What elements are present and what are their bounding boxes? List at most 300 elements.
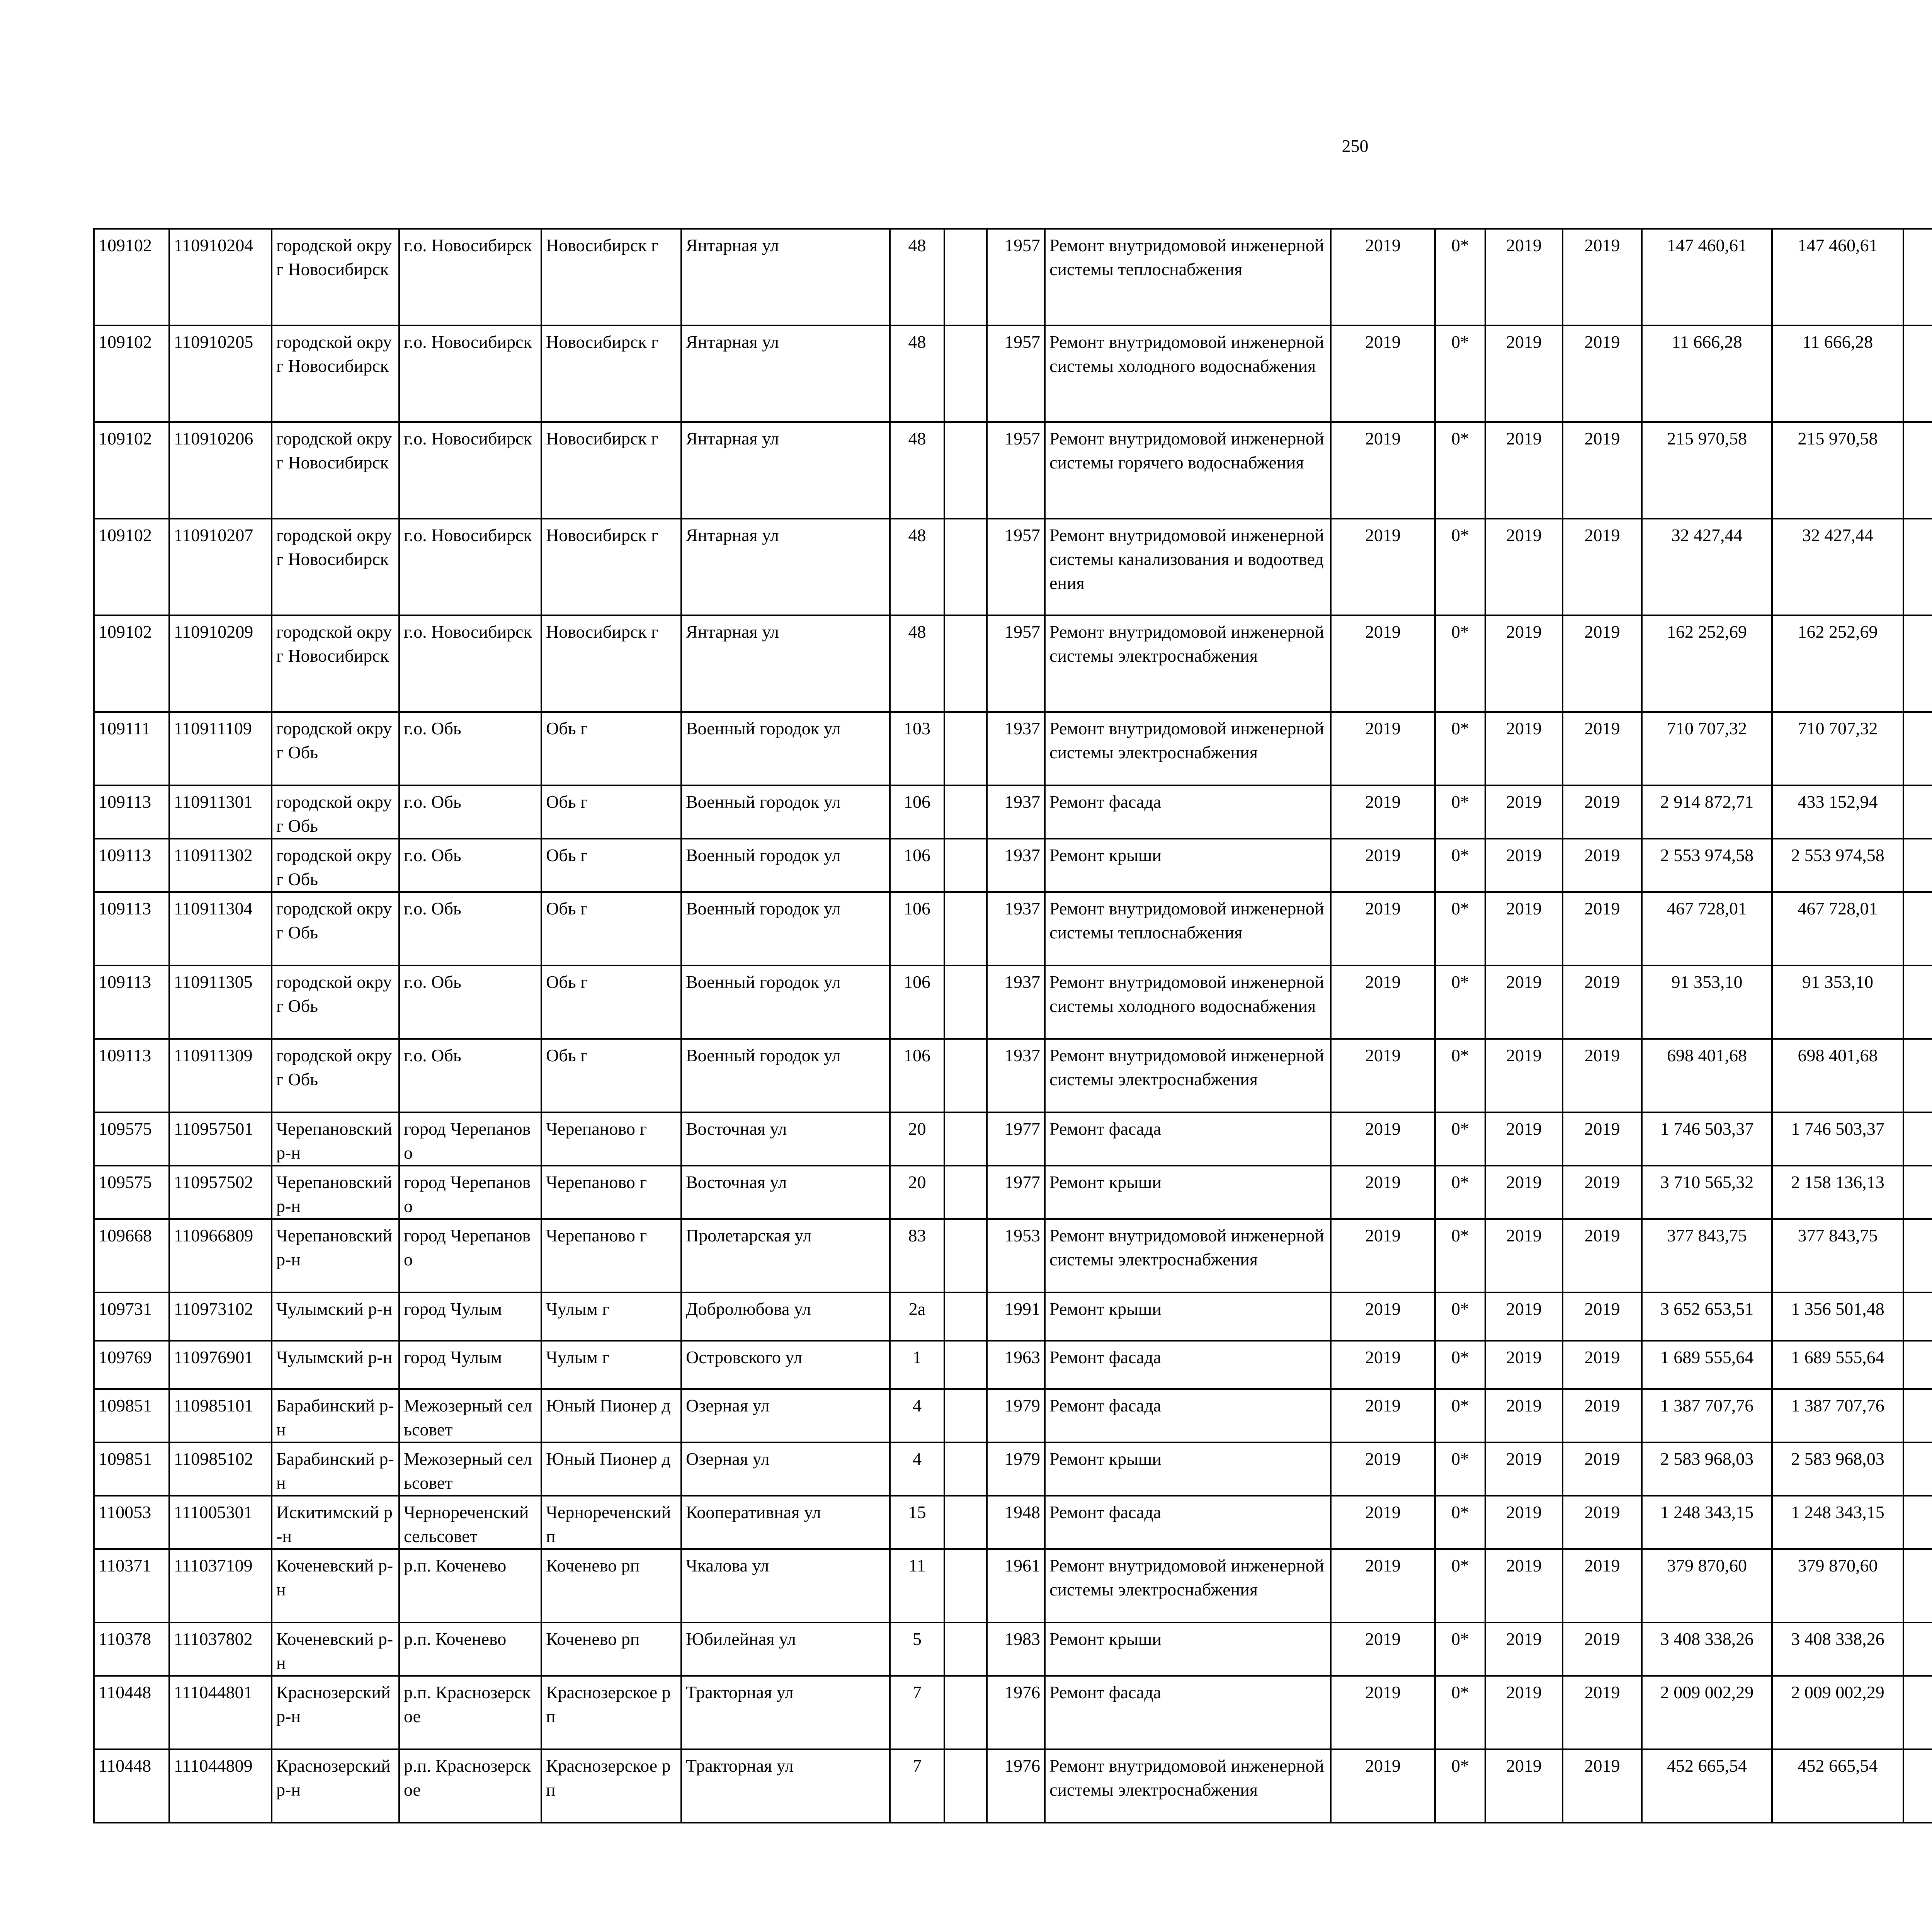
cell-building-id: 109575 bbox=[94, 1112, 169, 1166]
cell-settlement: Коченево рп bbox=[541, 1549, 681, 1622]
cell-total-cost: 467 728,01 bbox=[1642, 892, 1772, 965]
cell-municipal-district: Барабинский р-н bbox=[272, 1389, 399, 1442]
cell-street: Тракторная ул bbox=[681, 1676, 890, 1749]
cell-build-year: 1983 bbox=[987, 1622, 1045, 1676]
cell-plan-year: 2019 bbox=[1331, 712, 1435, 785]
cell-settlement: Юный Пионер д bbox=[541, 1442, 681, 1496]
cell-settlement: Черепаново г bbox=[541, 1219, 681, 1292]
cell-work-id: 110910204 bbox=[169, 229, 272, 325]
cell-municipal-district: Черепановский р-н bbox=[272, 1166, 399, 1219]
cell-total-cost: 32 427,44 bbox=[1642, 519, 1772, 615]
cell-build-year: 1976 bbox=[987, 1749, 1045, 1823]
cell-end-year: 2019 bbox=[1563, 1549, 1642, 1622]
cell-municipal-district: городской округ Новосибирск bbox=[272, 519, 399, 615]
cell-work-id: 110966809 bbox=[169, 1219, 272, 1292]
cell-building-letter bbox=[944, 1496, 987, 1549]
cell-street: Пролетарская ул bbox=[681, 1219, 890, 1292]
cell-fund-cost: 379 870,60 bbox=[1772, 1549, 1903, 1622]
cell-build-year: 1937 bbox=[987, 965, 1045, 1039]
cell-extra-col-17 bbox=[1903, 1622, 1932, 1676]
cell-build-year: 1937 bbox=[987, 712, 1045, 785]
cell-work-type: Ремонт фасада bbox=[1045, 785, 1331, 839]
cell-house-number: 103 bbox=[890, 712, 944, 785]
cell-street: Янтарная ул bbox=[681, 615, 890, 712]
cell-house-number: 20 bbox=[890, 1166, 944, 1219]
cell-work-id: 111037802 bbox=[169, 1622, 272, 1676]
cell-work-id: 110976901 bbox=[169, 1341, 272, 1389]
cell-house-number: 7 bbox=[890, 1749, 944, 1823]
cell-start-year: 2019 bbox=[1485, 1749, 1563, 1823]
cell-plan-year: 2019 bbox=[1331, 519, 1435, 615]
cell-work-id: 110910205 bbox=[169, 325, 272, 422]
cell-extra-col-17 bbox=[1903, 712, 1932, 785]
table-row bbox=[94, 1112, 1932, 1166]
cell-end-year: 2019 bbox=[1563, 839, 1642, 892]
cell-municipal-district: Барабинский р-н bbox=[272, 1442, 399, 1496]
cell-extra-col-17 bbox=[1903, 1292, 1932, 1341]
cell-municipal-district: городской округ Обь bbox=[272, 965, 399, 1039]
cell-build-year: 1937 bbox=[987, 839, 1045, 892]
table-row bbox=[94, 965, 1932, 1039]
cell-municipal-district: городской округ Новосибирск bbox=[272, 229, 399, 325]
cell-flag: 0* bbox=[1435, 1442, 1485, 1496]
cell-house-number: 106 bbox=[890, 1039, 944, 1112]
cell-street: Озерная ул bbox=[681, 1389, 890, 1442]
cell-flag: 0* bbox=[1435, 1389, 1485, 1442]
cell-house-number: 106 bbox=[890, 785, 944, 839]
cell-end-year: 2019 bbox=[1563, 1442, 1642, 1496]
cell-plan-year: 2019 bbox=[1331, 965, 1435, 1039]
table-row bbox=[94, 839, 1932, 892]
cell-build-year: 1953 bbox=[987, 1219, 1045, 1292]
cell-flag: 0* bbox=[1435, 1496, 1485, 1549]
cell-work-type: Ремонт внутридомовой инженерной системы электроснабжения bbox=[1045, 1549, 1331, 1622]
table-row bbox=[94, 892, 1932, 965]
cell-total-cost: 2 583 968,03 bbox=[1642, 1442, 1772, 1496]
cell-house-number: 48 bbox=[890, 325, 944, 422]
cell-settlement: Обь г bbox=[541, 1039, 681, 1112]
cell-municipality: г.о. Новосибирск bbox=[399, 615, 541, 712]
cell-building-letter bbox=[944, 839, 987, 892]
cell-fund-cost: 1 356 501,48 bbox=[1772, 1292, 1903, 1341]
cell-fund-cost: 433 152,94 bbox=[1772, 785, 1903, 839]
cell-settlement: Обь г bbox=[541, 712, 681, 785]
cell-settlement: Новосибирск г bbox=[541, 422, 681, 519]
cell-flag: 0* bbox=[1435, 839, 1485, 892]
cell-house-number: 83 bbox=[890, 1219, 944, 1292]
cell-end-year: 2019 bbox=[1563, 1496, 1642, 1549]
cell-municipality: г.о. Обь bbox=[399, 965, 541, 1039]
cell-end-year: 2019 bbox=[1563, 1166, 1642, 1219]
cell-end-year: 2019 bbox=[1563, 422, 1642, 519]
cell-plan-year: 2019 bbox=[1331, 615, 1435, 712]
cell-settlement: Чулым г bbox=[541, 1341, 681, 1389]
cell-flag: 0* bbox=[1435, 1039, 1485, 1112]
cell-building-id: 109102 bbox=[94, 422, 169, 519]
cell-house-number: 7 bbox=[890, 1676, 944, 1749]
cell-work-type: Ремонт внутридомовой инженерной системы теплоснабжения bbox=[1045, 229, 1331, 325]
table-row bbox=[94, 1219, 1932, 1292]
cell-start-year: 2019 bbox=[1485, 1039, 1563, 1112]
cell-build-year: 1977 bbox=[987, 1166, 1045, 1219]
cell-work-type: Ремонт крыши bbox=[1045, 1166, 1331, 1219]
cell-municipality: р.п. Краснозерское bbox=[399, 1749, 541, 1823]
cell-flag: 0* bbox=[1435, 615, 1485, 712]
cell-end-year: 2019 bbox=[1563, 1749, 1642, 1823]
cell-building-letter bbox=[944, 1442, 987, 1496]
cell-building-letter bbox=[944, 965, 987, 1039]
cell-building-letter bbox=[944, 1749, 987, 1823]
cell-building-id: 109111 bbox=[94, 712, 169, 785]
cell-building-id: 109113 bbox=[94, 892, 169, 965]
cell-building-letter bbox=[944, 892, 987, 965]
page-number: 250 bbox=[1342, 136, 1369, 156]
table-row bbox=[94, 422, 1932, 519]
cell-house-number: 20 bbox=[890, 1112, 944, 1166]
cell-building-id: 109851 bbox=[94, 1442, 169, 1496]
cell-fund-cost: 1 248 343,15 bbox=[1772, 1496, 1903, 1549]
cell-municipality: р.п. Краснозерское bbox=[399, 1676, 541, 1749]
cell-municipality: Чернореченский сельсовет bbox=[399, 1496, 541, 1549]
table-row bbox=[94, 1292, 1932, 1341]
cell-start-year: 2019 bbox=[1485, 229, 1563, 325]
cell-start-year: 2019 bbox=[1485, 1622, 1563, 1676]
cell-street: Озерная ул bbox=[681, 1442, 890, 1496]
cell-municipality: г.о. Обь bbox=[399, 785, 541, 839]
cell-work-type: Ремонт крыши bbox=[1045, 1442, 1331, 1496]
cell-settlement: Юный Пионер д bbox=[541, 1389, 681, 1442]
cell-work-type: Ремонт внутридомовой инженерной системы электроснабжения bbox=[1045, 712, 1331, 785]
cell-fund-cost: 162 252,69 bbox=[1772, 615, 1903, 712]
cell-start-year: 2019 bbox=[1485, 1112, 1563, 1166]
table-row bbox=[94, 1389, 1932, 1442]
cell-end-year: 2019 bbox=[1563, 1219, 1642, 1292]
cell-street: Восточная ул bbox=[681, 1112, 890, 1166]
cell-work-type: Ремонт крыши bbox=[1045, 1622, 1331, 1676]
cell-work-type: Ремонт внутридомовой инженерной системы электроснабжения bbox=[1045, 1749, 1331, 1823]
cell-end-year: 2019 bbox=[1563, 892, 1642, 965]
cell-total-cost: 11 666,28 bbox=[1642, 325, 1772, 422]
cell-fund-cost: 2 158 136,13 bbox=[1772, 1166, 1903, 1219]
repair-register-table bbox=[93, 228, 1932, 1823]
cell-total-cost: 710 707,32 bbox=[1642, 712, 1772, 785]
cell-end-year: 2019 bbox=[1563, 325, 1642, 422]
cell-flag: 0* bbox=[1435, 1341, 1485, 1389]
cell-building-id: 109113 bbox=[94, 785, 169, 839]
cell-extra-col-17 bbox=[1903, 1549, 1932, 1622]
cell-building-letter bbox=[944, 1622, 987, 1676]
cell-municipality: р.п. Коченево bbox=[399, 1549, 541, 1622]
cell-work-type: Ремонт крыши bbox=[1045, 1292, 1331, 1341]
cell-plan-year: 2019 bbox=[1331, 1676, 1435, 1749]
cell-work-id: 110911304 bbox=[169, 892, 272, 965]
cell-building-letter bbox=[944, 1549, 987, 1622]
cell-extra-col-17 bbox=[1903, 1166, 1932, 1219]
cell-municipality: г.о. Новосибирск bbox=[399, 229, 541, 325]
cell-building-id: 109102 bbox=[94, 519, 169, 615]
cell-municipality: г.о. Обь bbox=[399, 712, 541, 785]
cell-house-number: 2а bbox=[890, 1292, 944, 1341]
table-row bbox=[94, 785, 1932, 839]
cell-end-year: 2019 bbox=[1563, 712, 1642, 785]
cell-start-year: 2019 bbox=[1485, 1676, 1563, 1749]
cell-end-year: 2019 bbox=[1563, 519, 1642, 615]
cell-extra-col-17 bbox=[1903, 615, 1932, 712]
cell-building-id: 109731 bbox=[94, 1292, 169, 1341]
cell-work-type: Ремонт внутридомовой инженерной системы холодного водоснабжения bbox=[1045, 965, 1331, 1039]
cell-extra-col-17 bbox=[1903, 422, 1932, 519]
table-row bbox=[94, 1166, 1932, 1219]
cell-work-type: Ремонт внутридомовой инженерной системы канализования и водоотведения bbox=[1045, 519, 1331, 615]
cell-plan-year: 2019 bbox=[1331, 1039, 1435, 1112]
table-row bbox=[94, 1039, 1932, 1112]
cell-settlement: Коченево рп bbox=[541, 1622, 681, 1676]
cell-municipal-district: Краснозерский р-н bbox=[272, 1749, 399, 1823]
cell-street: Тракторная ул bbox=[681, 1749, 890, 1823]
cell-plan-year: 2019 bbox=[1331, 422, 1435, 519]
cell-work-id: 111044801 bbox=[169, 1676, 272, 1749]
cell-settlement: Чулым г bbox=[541, 1292, 681, 1341]
cell-work-type: Ремонт внутридомовой инженерной системы холодного водоснабжения bbox=[1045, 325, 1331, 422]
cell-building-id: 109113 bbox=[94, 965, 169, 1039]
cell-build-year: 1957 bbox=[987, 229, 1045, 325]
cell-plan-year: 2019 bbox=[1331, 892, 1435, 965]
cell-start-year: 2019 bbox=[1485, 965, 1563, 1039]
cell-municipal-district: городской округ Новосибирск bbox=[272, 325, 399, 422]
cell-work-id: 110911309 bbox=[169, 1039, 272, 1112]
cell-street: Чкалова ул bbox=[681, 1549, 890, 1622]
cell-fund-cost: 1 746 503,37 bbox=[1772, 1112, 1903, 1166]
cell-plan-year: 2019 bbox=[1331, 1496, 1435, 1549]
cell-total-cost: 379 870,60 bbox=[1642, 1549, 1772, 1622]
cell-work-id: 110911109 bbox=[169, 712, 272, 785]
cell-building-letter bbox=[944, 615, 987, 712]
cell-build-year: 1963 bbox=[987, 1341, 1045, 1389]
cell-flag: 0* bbox=[1435, 1219, 1485, 1292]
cell-building-letter bbox=[944, 785, 987, 839]
cell-work-id: 110910207 bbox=[169, 519, 272, 615]
cell-work-type: Ремонт крыши bbox=[1045, 839, 1331, 892]
cell-municipality: г.о. Обь bbox=[399, 1039, 541, 1112]
cell-work-id: 110911302 bbox=[169, 839, 272, 892]
cell-extra-col-17 bbox=[1903, 229, 1932, 325]
cell-house-number: 4 bbox=[890, 1442, 944, 1496]
cell-extra-col-17 bbox=[1903, 839, 1932, 892]
cell-settlement: Чернореченский п bbox=[541, 1496, 681, 1549]
cell-building-letter bbox=[944, 712, 987, 785]
cell-build-year: 1991 bbox=[987, 1292, 1045, 1341]
cell-building-id: 109769 bbox=[94, 1341, 169, 1389]
table-row bbox=[94, 1341, 1932, 1389]
cell-work-id: 110957502 bbox=[169, 1166, 272, 1219]
cell-building-letter bbox=[944, 325, 987, 422]
cell-municipality: город Черепаново bbox=[399, 1166, 541, 1219]
cell-flag: 0* bbox=[1435, 519, 1485, 615]
cell-work-type: Ремонт фасада bbox=[1045, 1112, 1331, 1166]
cell-fund-cost: 452 665,54 bbox=[1772, 1749, 1903, 1823]
cell-fund-cost: 2 553 974,58 bbox=[1772, 839, 1903, 892]
cell-flag: 0* bbox=[1435, 1166, 1485, 1219]
cell-fund-cost: 32 427,44 bbox=[1772, 519, 1903, 615]
cell-start-year: 2019 bbox=[1485, 785, 1563, 839]
cell-fund-cost: 698 401,68 bbox=[1772, 1039, 1903, 1112]
cell-plan-year: 2019 bbox=[1331, 229, 1435, 325]
cell-end-year: 2019 bbox=[1563, 1622, 1642, 1676]
cell-work-id: 110985102 bbox=[169, 1442, 272, 1496]
table-row bbox=[94, 712, 1932, 785]
cell-municipal-district: Краснозерский р-н bbox=[272, 1676, 399, 1749]
cell-total-cost: 698 401,68 bbox=[1642, 1039, 1772, 1112]
cell-building-id: 109113 bbox=[94, 839, 169, 892]
cell-settlement: Обь г bbox=[541, 785, 681, 839]
cell-end-year: 2019 bbox=[1563, 1341, 1642, 1389]
cell-extra-col-17 bbox=[1903, 1219, 1932, 1292]
cell-start-year: 2019 bbox=[1485, 712, 1563, 785]
cell-start-year: 2019 bbox=[1485, 839, 1563, 892]
cell-extra-col-17 bbox=[1903, 1442, 1932, 1496]
cell-plan-year: 2019 bbox=[1331, 325, 1435, 422]
cell-municipal-district: Коченевский р-н bbox=[272, 1549, 399, 1622]
cell-street: Военный городок ул bbox=[681, 785, 890, 839]
cell-fund-cost: 147 460,61 bbox=[1772, 229, 1903, 325]
cell-work-type: Ремонт внутридомовой инженерной системы электроснабжения bbox=[1045, 1039, 1331, 1112]
cell-start-year: 2019 bbox=[1485, 422, 1563, 519]
cell-municipal-district: Искитимский р-н bbox=[272, 1496, 399, 1549]
cell-start-year: 2019 bbox=[1485, 1389, 1563, 1442]
cell-total-cost: 3 408 338,26 bbox=[1642, 1622, 1772, 1676]
cell-building-id: 110053 bbox=[94, 1496, 169, 1549]
cell-municipal-district: Коченевский р-н bbox=[272, 1622, 399, 1676]
cell-work-type: Ремонт фасада bbox=[1045, 1341, 1331, 1389]
cell-total-cost: 2 553 974,58 bbox=[1642, 839, 1772, 892]
cell-settlement: Новосибирск г bbox=[541, 519, 681, 615]
cell-fund-cost: 2 583 968,03 bbox=[1772, 1442, 1903, 1496]
cell-build-year: 1957 bbox=[987, 615, 1045, 712]
cell-building-letter bbox=[944, 1676, 987, 1749]
cell-settlement: Новосибирск г bbox=[541, 229, 681, 325]
cell-municipality: г.о. Обь bbox=[399, 892, 541, 965]
cell-building-id: 109113 bbox=[94, 1039, 169, 1112]
cell-end-year: 2019 bbox=[1563, 785, 1642, 839]
cell-house-number: 1 bbox=[890, 1341, 944, 1389]
cell-building-letter bbox=[944, 519, 987, 615]
cell-house-number: 48 bbox=[890, 422, 944, 519]
cell-plan-year: 2019 bbox=[1331, 1112, 1435, 1166]
cell-building-id: 110378 bbox=[94, 1622, 169, 1676]
cell-plan-year: 2019 bbox=[1331, 1292, 1435, 1341]
cell-end-year: 2019 bbox=[1563, 615, 1642, 712]
cell-plan-year: 2019 bbox=[1331, 1219, 1435, 1292]
cell-build-year: 1948 bbox=[987, 1496, 1045, 1549]
cell-municipal-district: Чулымский р-н bbox=[272, 1341, 399, 1389]
cell-flag: 0* bbox=[1435, 1676, 1485, 1749]
cell-municipal-district: городской округ Обь bbox=[272, 785, 399, 839]
cell-extra-col-17 bbox=[1903, 1749, 1932, 1823]
cell-total-cost: 1 689 555,64 bbox=[1642, 1341, 1772, 1389]
cell-work-type: Ремонт фасада bbox=[1045, 1389, 1331, 1442]
cell-start-year: 2019 bbox=[1485, 1442, 1563, 1496]
cell-plan-year: 2019 bbox=[1331, 1341, 1435, 1389]
cell-settlement: Обь г bbox=[541, 892, 681, 965]
cell-start-year: 2019 bbox=[1485, 892, 1563, 965]
cell-end-year: 2019 bbox=[1563, 1292, 1642, 1341]
table-row bbox=[94, 1496, 1932, 1549]
cell-settlement: Новосибирск г bbox=[541, 325, 681, 422]
cell-build-year: 1937 bbox=[987, 892, 1045, 965]
table-row bbox=[94, 1749, 1932, 1823]
cell-fund-cost: 3 408 338,26 bbox=[1772, 1622, 1903, 1676]
cell-total-cost: 3 652 653,51 bbox=[1642, 1292, 1772, 1341]
cell-work-type: Ремонт фасада bbox=[1045, 1676, 1331, 1749]
cell-building-id: 109102 bbox=[94, 229, 169, 325]
cell-total-cost: 147 460,61 bbox=[1642, 229, 1772, 325]
cell-settlement: Обь г bbox=[541, 965, 681, 1039]
cell-start-year: 2019 bbox=[1485, 1549, 1563, 1622]
cell-building-id: 109102 bbox=[94, 615, 169, 712]
cell-total-cost: 2 914 872,71 bbox=[1642, 785, 1772, 839]
cell-fund-cost: 215 970,58 bbox=[1772, 422, 1903, 519]
cell-building-letter bbox=[944, 1112, 987, 1166]
cell-street: Военный городок ул bbox=[681, 839, 890, 892]
cell-fund-cost: 377 843,75 bbox=[1772, 1219, 1903, 1292]
cell-work-id: 111044809 bbox=[169, 1749, 272, 1823]
cell-extra-col-17 bbox=[1903, 1496, 1932, 1549]
cell-municipal-district: Чулымский р-н bbox=[272, 1292, 399, 1341]
cell-work-id: 110911305 bbox=[169, 965, 272, 1039]
cell-extra-col-17 bbox=[1903, 785, 1932, 839]
cell-building-letter bbox=[944, 1039, 987, 1112]
cell-work-type: Ремонт фасада bbox=[1045, 1496, 1331, 1549]
cell-flag: 0* bbox=[1435, 965, 1485, 1039]
cell-total-cost: 215 970,58 bbox=[1642, 422, 1772, 519]
cell-municipality: г.о. Новосибирск bbox=[399, 519, 541, 615]
cell-start-year: 2019 bbox=[1485, 1496, 1563, 1549]
cell-total-cost: 162 252,69 bbox=[1642, 615, 1772, 712]
cell-street: Военный городок ул bbox=[681, 892, 890, 965]
table-row bbox=[94, 1549, 1932, 1622]
cell-start-year: 2019 bbox=[1485, 1219, 1563, 1292]
cell-house-number: 4 bbox=[890, 1389, 944, 1442]
table-row bbox=[94, 1442, 1932, 1496]
cell-street: Островского ул bbox=[681, 1341, 890, 1389]
cell-extra-col-17 bbox=[1903, 965, 1932, 1039]
cell-extra-col-17 bbox=[1903, 519, 1932, 615]
cell-work-type: Ремонт внутридомовой инженерной системы электроснабжения bbox=[1045, 615, 1331, 712]
cell-building-id: 110371 bbox=[94, 1549, 169, 1622]
cell-plan-year: 2019 bbox=[1331, 1549, 1435, 1622]
cell-building-letter bbox=[944, 1219, 987, 1292]
cell-street: Янтарная ул bbox=[681, 229, 890, 325]
cell-municipal-district: городской округ Новосибирск bbox=[272, 422, 399, 519]
table-row bbox=[94, 325, 1932, 422]
cell-work-type: Ремонт внутридомовой инженерной системы теплоснабжения bbox=[1045, 892, 1331, 965]
cell-flag: 0* bbox=[1435, 325, 1485, 422]
table-row bbox=[94, 1676, 1932, 1749]
cell-plan-year: 2019 bbox=[1331, 1442, 1435, 1496]
cell-flag: 0* bbox=[1435, 785, 1485, 839]
cell-street: Восточная ул bbox=[681, 1166, 890, 1219]
cell-municipal-district: городской округ Обь bbox=[272, 1039, 399, 1112]
cell-municipality: г.о. Обь bbox=[399, 839, 541, 892]
cell-flag: 0* bbox=[1435, 1622, 1485, 1676]
cell-start-year: 2019 bbox=[1485, 325, 1563, 422]
cell-house-number: 48 bbox=[890, 615, 944, 712]
cell-street: Юбилейная ул bbox=[681, 1622, 890, 1676]
cell-fund-cost: 2 009 002,29 bbox=[1772, 1676, 1903, 1749]
cell-plan-year: 2019 bbox=[1331, 1622, 1435, 1676]
cell-flag: 0* bbox=[1435, 229, 1485, 325]
cell-build-year: 1979 bbox=[987, 1389, 1045, 1442]
